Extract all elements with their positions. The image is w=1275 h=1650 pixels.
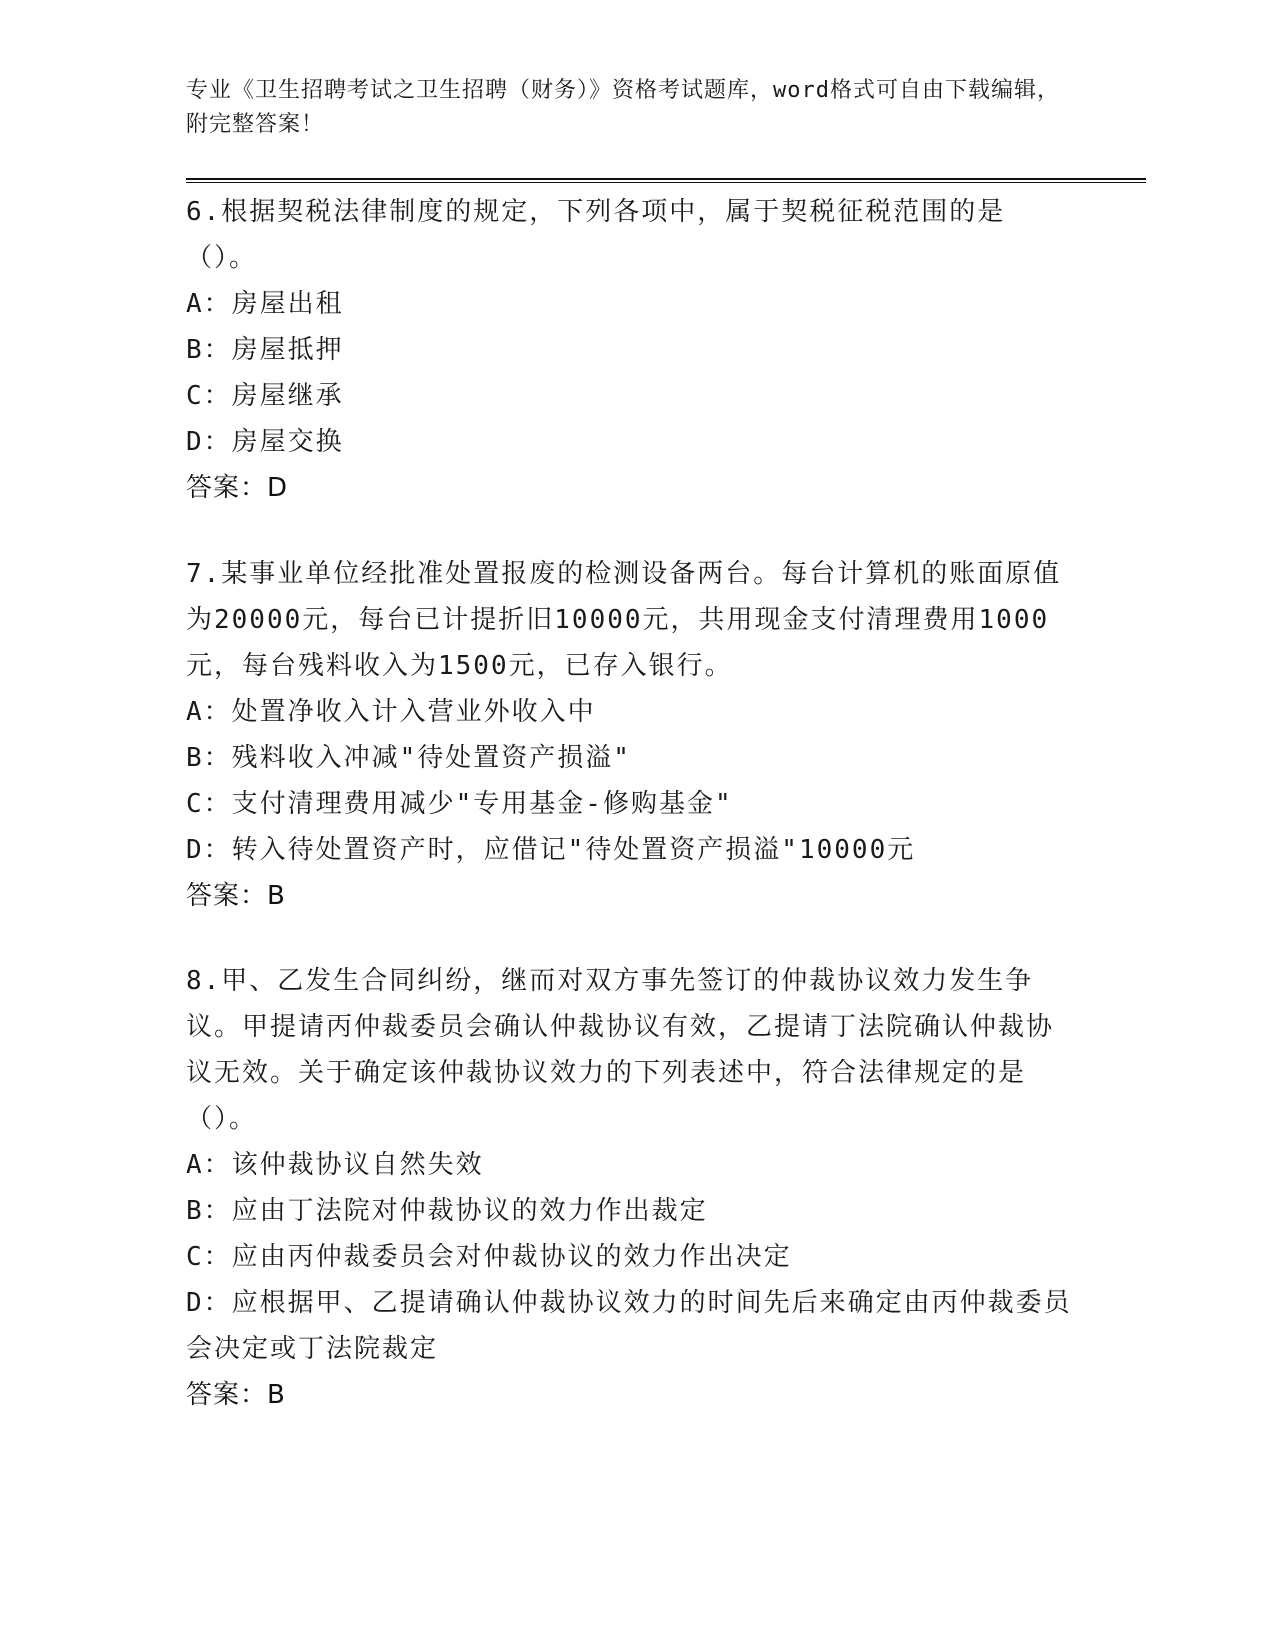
answer: 答案：B [186,1380,286,1410]
question-stem: 7.某事业单位经批准处置报废的检测设备两台。每台计算机的账面原值为20000元，每台已计提折旧10000元，共用现金支付清理费用1000元，每台残料收入为1500元，已存入银行。 [186,559,1062,681]
header-divider-thin [186,182,1146,183]
option-b: B：应由丁法院对仲裁协议的效力作出裁定 [186,1196,708,1226]
option-c: C：房屋继承 [186,381,344,411]
option-a: A：房屋出租 [186,289,344,319]
option-d: D：转入待处置资产时，应借记"待处置资产损溢"10000元 [186,835,916,865]
option-b: B：残料收入冲减"待处置资产损溢" [186,743,631,773]
option-c: C：应由丙仲裁委员会对仲裁协议的效力作出决定 [186,1242,792,1272]
answer: 答案：D [186,473,289,503]
option-b: B：房屋抵押 [186,335,344,365]
question-8 [186,958,1076,1418]
question-6 [186,189,1076,511]
document-header: 专业《卫生招聘考试之卫生招聘（财务）》资格考试题库，word格式可自由下载编辑，附完整答案！ [186,78,1060,137]
option-c: C：支付清理费用减少"专用基金-修购基金" [186,789,733,819]
header-divider [186,178,1146,180]
question-stem: 8.甲、乙发生合同纠纷，继而对双方事先签订的仲裁协议效力发生争议。甲提请丙仲裁委员会确认仲裁协议有效，乙提请丁法院确认仲裁协议无效。关于确定该仲裁协议效力的下列表述中，符合法律规定的是（）。 [186,966,1055,1134]
option-a: A：处置净收入计入营业外收入中 [186,697,596,727]
question-7 [186,551,1076,919]
option-a: A：该仲裁协议自然失效 [186,1150,484,1180]
answer: 答案：B [186,881,286,911]
question-stem: 6.根据契税法律制度的规定，下列各项中，属于契税征税范围的是（）。 [186,197,1006,273]
option-d: D：应根据甲、乙提请确认仲裁协议效力的时间先后来确定由丙仲裁委员会决定或丁法院裁定 [186,1288,1072,1364]
option-d: D：房屋交换 [186,427,344,457]
